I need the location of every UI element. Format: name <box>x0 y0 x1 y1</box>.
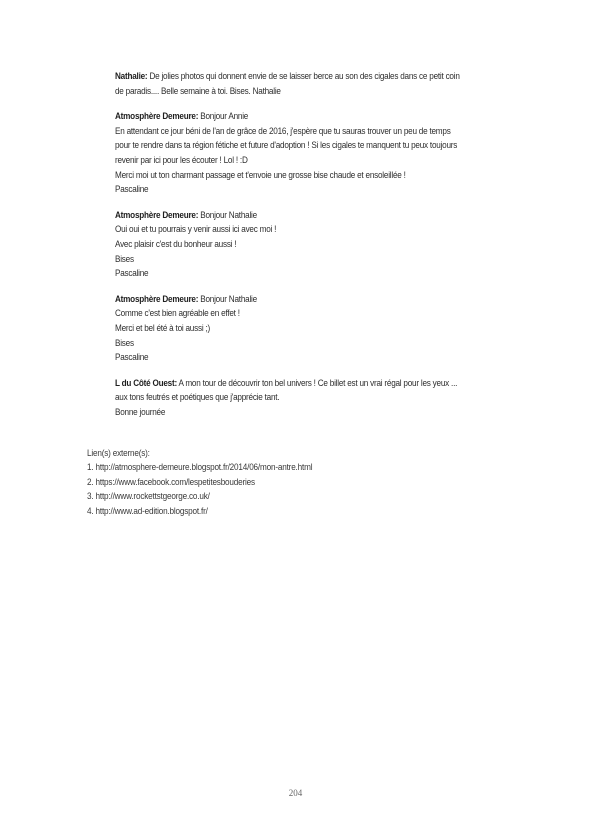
comment-line <box>115 109 515 124</box>
external-links-heading: Lien(s) externe(s): <box>87 448 150 458</box>
comment <box>115 208 515 281</box>
comment-line: Merci et bel été à toi aussi ;) <box>115 322 210 333</box>
comments-section <box>115 69 515 430</box>
comment-line <box>115 208 515 223</box>
comment-author: L du Côté Ouest: <box>115 377 177 388</box>
comment-text: Bonjour Nathalie <box>198 293 257 304</box>
comment-line: Pascaline <box>115 268 149 279</box>
comment-line: aux tons feutrés et poétiques que j'apprécie tant. <box>115 392 280 403</box>
comment <box>115 292 515 365</box>
comment-line: Bises <box>115 253 134 264</box>
comment-text: A mon tour de découvrir ton bel univers ! Ce billet est un vrai régal pour les yeux ... <box>176 377 458 388</box>
comment-text: Bonjour Annie <box>198 111 249 122</box>
comment-line: pour te rendre dans ta région fétiche et future d'adoption ! Si les cigales te manquent tu peux toujours <box>115 140 458 151</box>
comment-line: de paradis.... Belle semaine à toi. Bises. Nathalie <box>115 85 281 96</box>
comment <box>115 376 515 420</box>
comment-line: En attendant ce jour béni de l'an de grâce de 2016, j'espère que tu sauras trouver un peu de temps <box>115 125 451 136</box>
comment-line: Pascaline <box>115 184 149 195</box>
comment-author: Atmosphère Demeure: <box>115 209 199 220</box>
comment-line <box>115 292 515 307</box>
comment-author: Atmosphère Demeure: <box>115 293 199 304</box>
comment-author: Nathalie: <box>115 71 148 81</box>
comment-author: Atmosphère Demeure: <box>115 111 199 122</box>
comment-text: De jolies photos qui donnent envie de se laisser berce au son des cigales dans ce petit coin <box>147 71 460 81</box>
external-link[interactable]: 2. https://www.facebook.com/lespetitesbouderies <box>87 476 255 487</box>
comment-line <box>115 69 515 84</box>
comment-line: Merci moi ut ton charmant passage et t'envoie une grosse bise chaude et ensoleillée ! <box>115 169 406 180</box>
comment-line: Bises <box>115 337 134 348</box>
comment-line: revenir par ici pour les écouter ! Lol ! :D <box>115 154 248 165</box>
comment-line: Avec plaisir c'est du bonheur aussi ! <box>115 238 237 249</box>
comment <box>115 109 515 197</box>
external-link[interactable]: 1. http://atmosphere-demeure.blogspot.fr/2014/06/mon-antre.html <box>87 462 313 473</box>
page-number: 204 <box>288 788 303 798</box>
comment-line: Bonne journée <box>115 406 166 417</box>
comment-text: Bonjour Nathalie <box>198 209 257 220</box>
external-link[interactable]: 4. http://www.ad-edition.blogspot.fr/ <box>87 505 208 516</box>
comment-line: Oui oui et tu pourrais y venir aussi ici avec moi ! <box>115 224 277 235</box>
comment-line: Comme c'est bien agréable en effet ! <box>115 308 240 319</box>
comment-line <box>115 376 515 391</box>
external-links <box>87 446 487 518</box>
external-link[interactable]: 3. http://www.rockettstgeorge.co.uk/ <box>87 491 210 502</box>
comment <box>115 69 515 98</box>
comment-line: Pascaline <box>115 352 149 363</box>
